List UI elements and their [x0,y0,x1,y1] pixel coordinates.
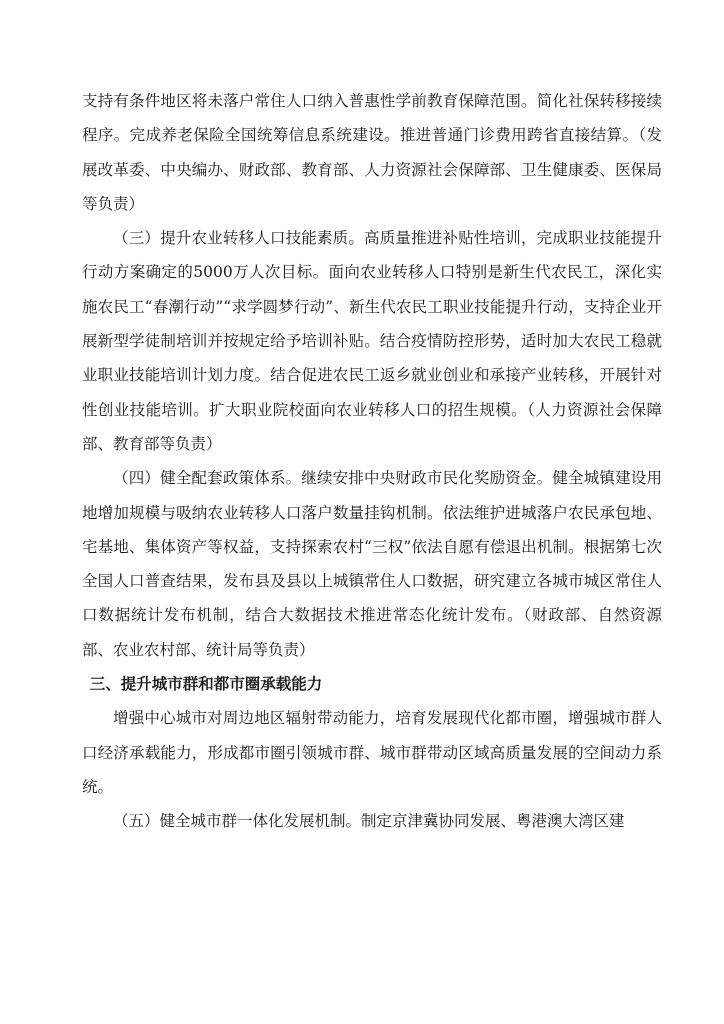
paragraph-policy-system: （四）健全配套政策体系。继续安排中央财政市民化奖励资金。健全城镇建设用地增加规模与吸纳农业转移人口落户数量挂钩机制。依法维护进城落户农民承包地、宅基地、集体资产等权益，支持探索农村“三权”依法自愿有偿退出机制。根据第七次全国人口普查结果，发布县及县以上城镇常住人口数据，研究建立各城市城区常住人口数据统计发布机制，结合大数据技术推进常态化统计发布。（财政部、自然资源部、农业农村部、统计局等负责） [82,469,662,659]
document-body [82,84,662,839]
paragraph-urban-cluster: （五）健全城市群一体化发展机制。制定京津冀协同发展、粤港澳大湾区建 [113,812,625,831]
paragraph-section-intro: 增强中心城市对周边地区辐射带动能力，培育发展现代化都市圈，增强城市群人口经济承载能力，形成都市圈引领城市群、城市群带动区域高质量发展的空间动力系统。 [82,709,662,796]
paragraph-skills-training: （三）提升农业转移人口技能素质。高质量推进补贴性培训，完成职业技能提升行动方案确定的5000万人次目标。面向农业转移人口特别是新生代农民工，深化实施农民工“春潮行动”“求学圆梦行动”、新生代农民工职业技能提升行动，支持企业开展新型学徒制培训并按规定给予培训补贴。结合疫情防控形势，适时加大农民工稳就业职业技能培训计划力度。结合促进农民工返乡就业创业和承接产业转移，开展针对性创业技能培训。扩大职业院校面向农业转移人口的招生规模。（人力资源社会保障部、教育部等负责） [82,229,662,453]
paragraph-social-security: 支持有条件地区将未落户常住人口纳入普惠性学前教育保障范围。简化社保转移接续程序。完成养老保险全国统筹信息系统建设。推进普通门诊费用跨省直接结算。（发展改革委、中央编办、财政部、教育部、人力资源社会保障部、卫生健康委、医保局等负责） [82,92,662,213]
section-heading: 三、提升城市群和都市圈承载能力 [89,675,323,694]
